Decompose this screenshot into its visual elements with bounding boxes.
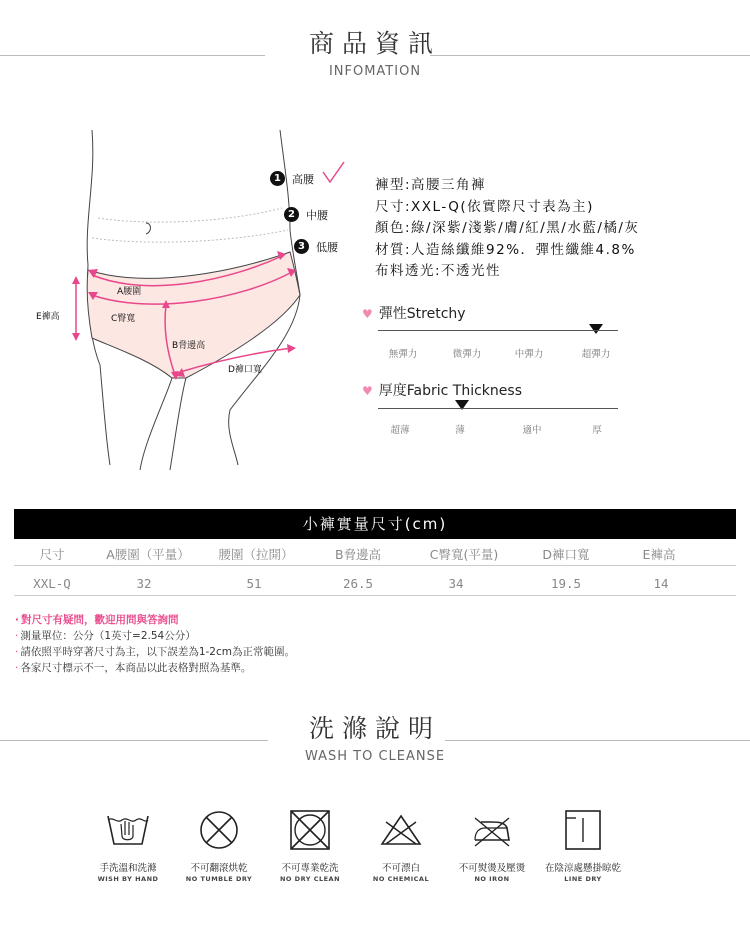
care-item-no-tumble-dry [169, 810, 269, 883]
waist-badge-1: 1 [270, 171, 285, 186]
care-label-zh: 不可熨燙及壓燙 [458, 863, 526, 874]
table-header-side-height: B脅邊高 [334, 547, 382, 562]
no-bleach-icon [378, 810, 424, 850]
care-item-line-dry [533, 810, 633, 883]
stretch-scale-line [378, 330, 618, 331]
thickness-scale-line [378, 408, 618, 409]
waist-label-mid: 中腰 [306, 209, 328, 222]
no-iron-icon [469, 810, 515, 850]
waist-badge-3: 3 [294, 239, 309, 254]
wash-title-en: WASH TO CLEANSE [304, 749, 446, 764]
care-label-en: WISH BY HAND [97, 875, 159, 883]
care-item-hand-wash [78, 810, 178, 883]
table-cell: 26.5 [342, 576, 374, 591]
table-header-waist-flat: A腰圍（平量） [106, 547, 190, 562]
table-cell: XXL-Q [33, 576, 71, 591]
table-header-height: E褲高 [642, 547, 676, 562]
care-item-no-iron [442, 810, 542, 883]
no-dry-clean-icon [287, 810, 333, 850]
line-dry-icon [560, 810, 606, 850]
info-title-zh: 商品資訊 [308, 29, 441, 58]
size-table-title: 小褲實量尺寸(cm) [14, 509, 736, 539]
label-b-side: B脅邊高 [172, 341, 206, 351]
spec-list [375, 175, 639, 283]
care-label-en: LINE DRY [564, 875, 602, 883]
spec-colors: 顏色:綠/深紫/淺紫/膚/紅/黑/水藍/橘/灰 [375, 220, 640, 236]
care-label-en: NO DRY CLEAN [279, 875, 341, 883]
table-cell: 32 [136, 576, 152, 591]
heart-icon: ♥ [362, 307, 373, 321]
thickness-level-1: 薄 [455, 425, 465, 436]
table-header-hip: C臀寬(平量) [429, 547, 499, 562]
care-label-zh: 不可專業乾洗 [281, 863, 339, 874]
stretch-level-1: 微彈力 [452, 349, 482, 360]
table-divider [14, 565, 736, 566]
label-c-hip: C臀寬 [111, 314, 136, 324]
spec-material: 材質:人造絲纖維92%．彈性纖維4.8% [375, 241, 636, 258]
wash-section-title [0, 709, 750, 764]
thickness-level-3: 厚 [592, 425, 602, 436]
hand-wash-icon [105, 810, 151, 850]
spec-opacity: 布料透光:不透光性 [375, 263, 502, 279]
table-cell: 14 [653, 576, 669, 591]
info-title-en: INFOMATION [328, 64, 422, 79]
waist-label-high: 高腰 [292, 173, 314, 186]
thickness-title: 厚度Fabric Thickness [378, 383, 522, 399]
waist-label-low: 低腰 [316, 241, 338, 254]
table-header-leg: D褲口寬 [542, 547, 590, 562]
label-a-waist: A腰圍 [117, 287, 142, 297]
note-question: · 對尺寸有疑問，歡迎用問與答詢問 [15, 614, 179, 626]
care-label-zh: 不可翻滾烘乾 [190, 863, 248, 874]
waist-badge-2: 2 [284, 207, 299, 222]
note-unit: · 測量單位：公分（1英寸=2.54公分） [15, 630, 196, 642]
stretch-level-0: 無彈力 [388, 349, 418, 360]
care-item-no-bleach [351, 810, 451, 883]
info-section-title [0, 24, 750, 79]
table-header-size: 尺寸 [39, 547, 65, 562]
table-divider [14, 595, 736, 596]
label-d-leg: D褲口寬 [228, 365, 262, 375]
thickness-level-0: 超薄 [390, 425, 410, 436]
table-cell: 34 [448, 576, 464, 591]
stretch-heading [362, 303, 466, 323]
care-item-no-dry-clean [260, 810, 360, 883]
stretch-marker-icon [589, 324, 603, 334]
table-cell: 19.5 [550, 576, 582, 591]
no-tumble-dry-icon [196, 810, 242, 850]
heart-icon: ♥ [362, 384, 373, 398]
care-label-en: NO CHEMICAL [372, 875, 430, 883]
stretch-title: 彈性Stretchy [378, 306, 466, 322]
spec-size: 尺寸:XXL-Q(依實際尺寸表為主) [375, 198, 594, 215]
note-tolerance: · 請依照平時穿著尺寸為主，以下誤差為1-2cm為正常範圍。 [15, 646, 295, 658]
thickness-level-2: 適中 [522, 425, 542, 436]
label-e-height: E褲高 [36, 312, 60, 322]
stretch-level-2: 中彈力 [514, 349, 544, 360]
spec-style: 褲型:高腰三角褲 [375, 177, 487, 193]
table-cell: 51 [246, 576, 262, 591]
care-label-zh: 手洗溫和洗滌 [99, 863, 157, 874]
care-label-en: NO IRON [474, 875, 510, 883]
stretch-level-3: 超彈力 [581, 349, 611, 360]
care-label-en: NO TUMBLE DRY [185, 875, 253, 883]
table-header-waist-stretch: 腰圍（拉開） [218, 547, 294, 562]
care-label-zh: 在陰涼處懸掛晾乾 [544, 863, 621, 874]
note-standard: · 各家尺寸標示不一，本商品以此表格對照為基準。 [15, 662, 252, 674]
care-label-zh: 不可漂白 [381, 863, 420, 874]
thickness-heading [362, 380, 522, 400]
wash-title-zh: 洗滌說明 [308, 714, 441, 743]
